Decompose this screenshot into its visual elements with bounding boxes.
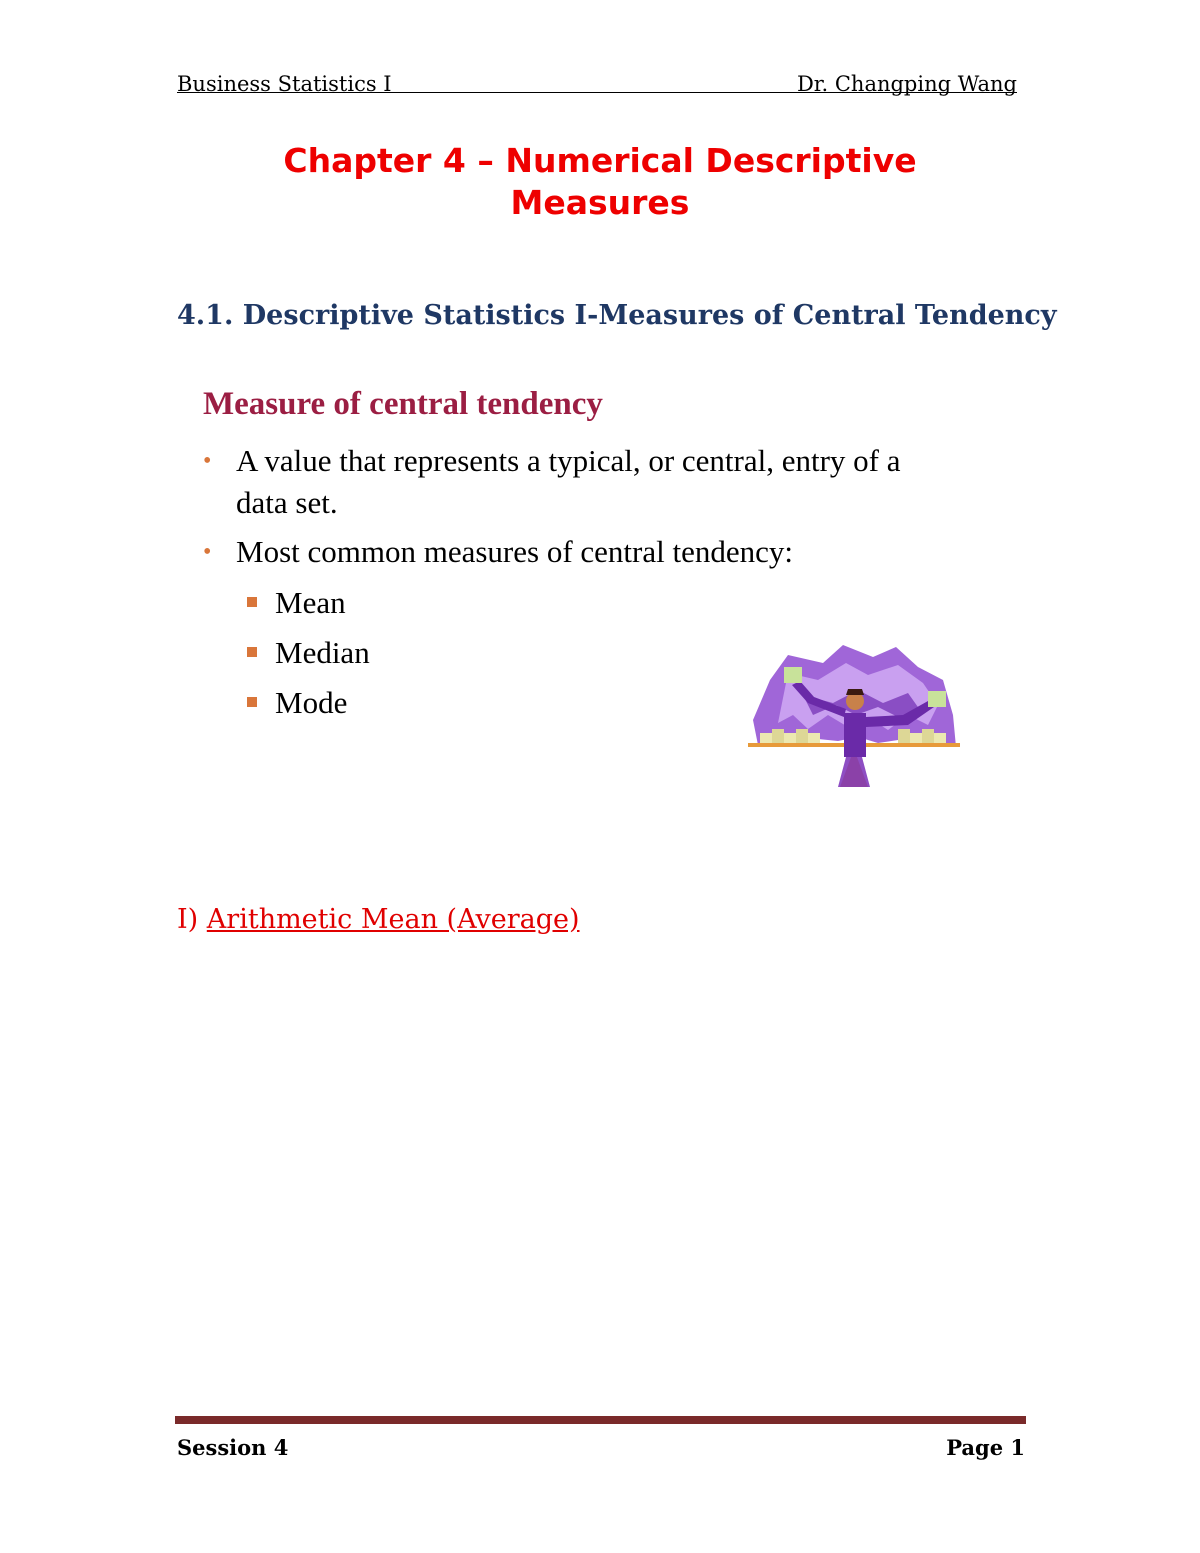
square-bullet-icon xyxy=(247,597,257,607)
sub-item-label: Median xyxy=(275,635,370,670)
chapter-title-line1: Chapter 4 – Numerical Descriptive xyxy=(283,141,917,180)
balancing-person-clipart xyxy=(748,645,960,787)
slide-heading: Measure of central tendency xyxy=(203,386,603,422)
section-heading: 4.1. Descriptive Statistics I-Measures of Central Tendency xyxy=(177,300,1057,331)
sub-item-label: Mode xyxy=(275,685,348,720)
chapter-title-line2: Measures xyxy=(510,183,690,222)
sub-item-label: Mean xyxy=(275,585,346,620)
bullet-text: A value that represents a typical, or central, entry of a xyxy=(236,443,901,478)
subsection-title: Arithmetic Mean (Average) xyxy=(206,904,580,935)
header-rule xyxy=(177,92,1017,93)
bullet-dot-icon: • xyxy=(203,448,212,474)
header-course: Business Statistics I xyxy=(177,72,392,96)
subsection-heading xyxy=(177,904,580,935)
header-author: Dr. Changping Wang xyxy=(796,72,1017,96)
bullet-dot-icon: • xyxy=(203,539,212,565)
bullet-text-continued: data set. xyxy=(236,485,338,520)
chapter-title xyxy=(0,140,1200,224)
subsection-number: I) xyxy=(177,904,199,935)
footer-session: Session 4 xyxy=(177,1435,289,1460)
footer-rule xyxy=(175,1416,1026,1424)
footer-page-number: Page 1 xyxy=(946,1435,1025,1460)
square-bullet-icon xyxy=(247,647,257,657)
square-bullet-icon xyxy=(247,697,257,707)
bullet-text: Most common measures of central tendency: xyxy=(236,534,793,569)
